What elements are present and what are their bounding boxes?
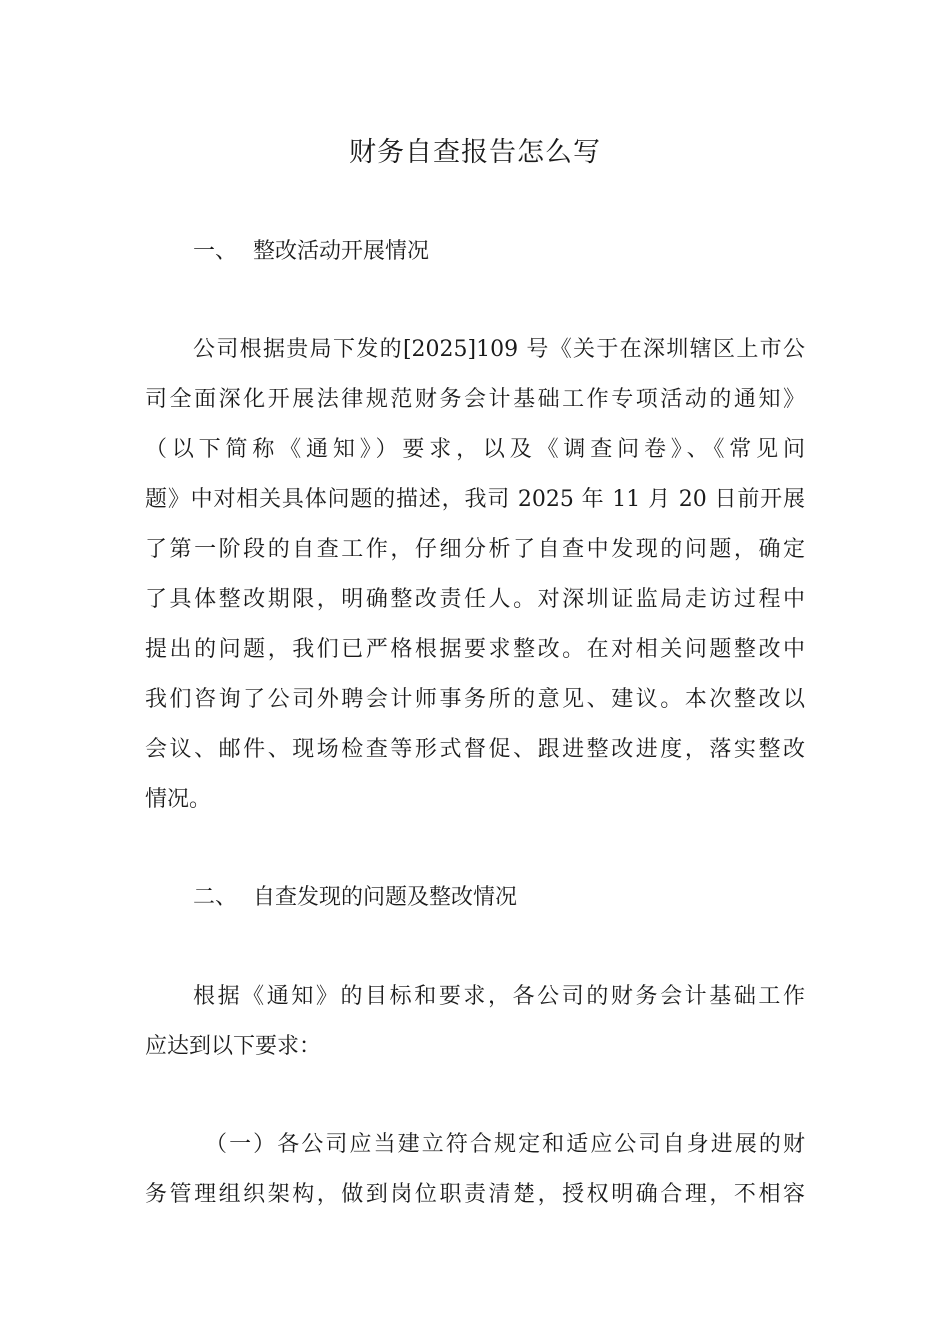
paragraph-line: 题》中对相关具体问题的描述，我司 2025 年 11 月 20 日前开展 <box>145 487 805 512</box>
section-1-number: 一、 <box>193 239 238 264</box>
section-1-paragraph <box>145 325 805 825</box>
section-2-intro-paragraph <box>145 972 805 1072</box>
page-title: 财务自查报告怎么写 <box>349 137 601 168</box>
paragraph-line: 提出的问题，我们已严格根据要求整改。在对相关问题整改中 <box>145 637 805 662</box>
paragraph-line: （一）各公司应当建立符合规定和适应公司自身进展的财 <box>205 1132 805 1157</box>
paragraph-line: 司全面深化开展法律规范财务会计基础工作专项活动的通知》 <box>145 387 805 412</box>
paragraph-line: （以下简称《通知》）要求，以及《调查问卷》、《常见问 <box>145 437 805 462</box>
paragraph-line: 务管理组织架构，做到岗位职责清楚，授权明确合理，不相容 <box>145 1182 805 1207</box>
paragraph-line: 了第一阶段的自查工作，仔细分析了自查中发现的问题，确定 <box>145 537 805 562</box>
section-1-heading <box>193 237 429 267</box>
paragraph-line: 情况。 <box>145 787 212 812</box>
paragraph-line: 我们咨询了公司外聘会计师事务所的意见、建议。本次整改以 <box>145 687 805 712</box>
section-2-item-1-paragraph <box>145 1120 805 1220</box>
paragraph-line: 公司根据贵局下发的[2025]109 号《关于在深圳辖区上市公 <box>193 337 805 362</box>
paragraph-line: 了具体整改期限，明确整改责任人。对深圳证监局走访过程中 <box>145 587 805 612</box>
paragraph-line: 应达到以下要求： <box>145 1034 322 1059</box>
section-2-heading <box>193 883 517 913</box>
section-2-number: 二、 <box>193 885 238 910</box>
paragraph-line: 会议、邮件、现场检查等形式督促、跟进整改进度，落实整改 <box>145 737 805 762</box>
paragraph-line: 根据《通知》的目标和要求，各公司的财务会计基础工作 <box>193 984 805 1009</box>
section-2-heading-text: 自查发现的问题及整改情况 <box>253 885 518 910</box>
section-1-heading-text: 整改活动开展情况 <box>253 239 430 264</box>
